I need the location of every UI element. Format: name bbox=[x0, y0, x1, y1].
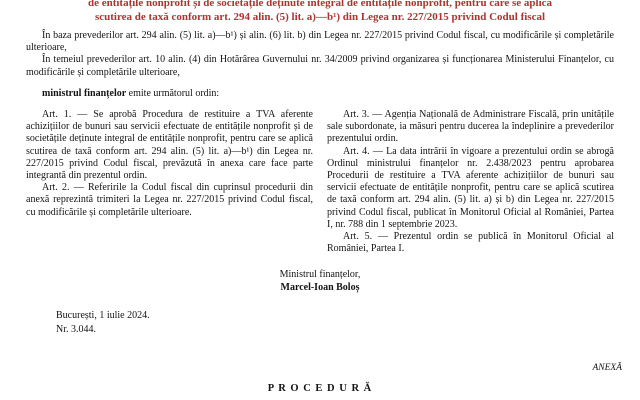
article-1: Art. 1. — Se aprobă Procedura de restituire a TVA aferente achizițiilor de bunuri sau servicii efectuate de entitățile nonprofit și de societățile deținute integral de entitățile nonprofit, pentru care se aplică scutirea de taxă conform art. 294 alin. (5) lit. a)—b¹) din Legea nr. 227/2015 privind Codul fiscal, prevăzută în anexa care face parte integrantă din prezentul ordin. bbox=[26, 109, 313, 182]
article-5: Art. 5. — Prezentul ordin se publică în Monitorul Oficial al României, Partea I. bbox=[327, 231, 614, 255]
article-2: Art. 2. — Referirile la Codul fiscal din cuprinsul procedurii din anexă reprezintă trimiteri la Legea nr. 227/2015 privind Codul fiscal, cu modificările și completările ulterioare. bbox=[26, 182, 313, 218]
signature-name: Marcel-Ioan Boloș bbox=[280, 281, 360, 293]
article-4: Art. 4. — La data intrării în vigoare a prezentului ordin se abrogă Ordinul ministrului finanțelor nr. 2.438/2023 pentru aprobarea Procedurii de restituire a TVA aferente achizițiilor de bunuri sau servicii efectuate de entitățile nonprofit, pentru care se aplică scutirea de taxă conform art. 294 alin. (5) lit. a) și b) din Legea nr. 227/2015 privind Codul fiscal, publicat în Monitorul Oficial al României, Partea I, nr. 788 din 1 septembrie 2023. bbox=[327, 145, 614, 230]
preamble-paragraph-1: În baza prevederilor art. 294 alin. (5) lit. a)—b¹) și alin. (6) lit. b) din Legea nr. 227/2015 privind Codul fiscal, cu modificările și completările ulterioare, bbox=[26, 30, 614, 54]
signature-title: Ministrul finanțelor, bbox=[279, 269, 361, 281]
document-heading bbox=[26, 0, 614, 24]
article-3: Art. 3. — Agenția Națională de Administrare Fiscală, prin unitățile sale subordonate, ia măsuri pentru ducerea la îndeplinire a prevederilor prezentului ordin. bbox=[327, 109, 614, 145]
procedure-title: P R O C E D U R Ă bbox=[267, 382, 373, 394]
heading-line-1: de entitățile nonprofit și de societățile deținute integral de entitățile nonprofit, pentru care se aplică bbox=[87, 0, 553, 9]
two-column-body bbox=[26, 109, 614, 255]
issuance-number: Nr. 3.044. bbox=[56, 324, 96, 336]
order-lead-bold: ministrul finanțelor bbox=[42, 87, 127, 99]
left-column bbox=[26, 109, 313, 255]
preamble-paragraph-2: În temeiul prevederilor art. 10 alin. (4) din Hotărârea Guvernului nr. 34/2009 privind organizarea și funcționarea Ministerului Finanțelor, cu modificările și completările ulterioare, bbox=[26, 54, 614, 78]
preamble bbox=[26, 30, 614, 79]
heading-line-2: scutirea de taxă conform art. 294 alin. (5) lit. a)—b¹) din Legea nr. 227/2015 privind Codul fiscal bbox=[94, 10, 546, 23]
signature-block bbox=[26, 269, 614, 293]
annex-label: ANEXĂ bbox=[592, 362, 622, 373]
right-column bbox=[327, 109, 614, 255]
order-lead-rest: emite următorul ordin: bbox=[126, 87, 220, 99]
order-lead bbox=[26, 88, 614, 100]
issuance-place-date: București, 1 iulie 2024. bbox=[56, 309, 150, 321]
issuance-meta bbox=[26, 310, 614, 336]
